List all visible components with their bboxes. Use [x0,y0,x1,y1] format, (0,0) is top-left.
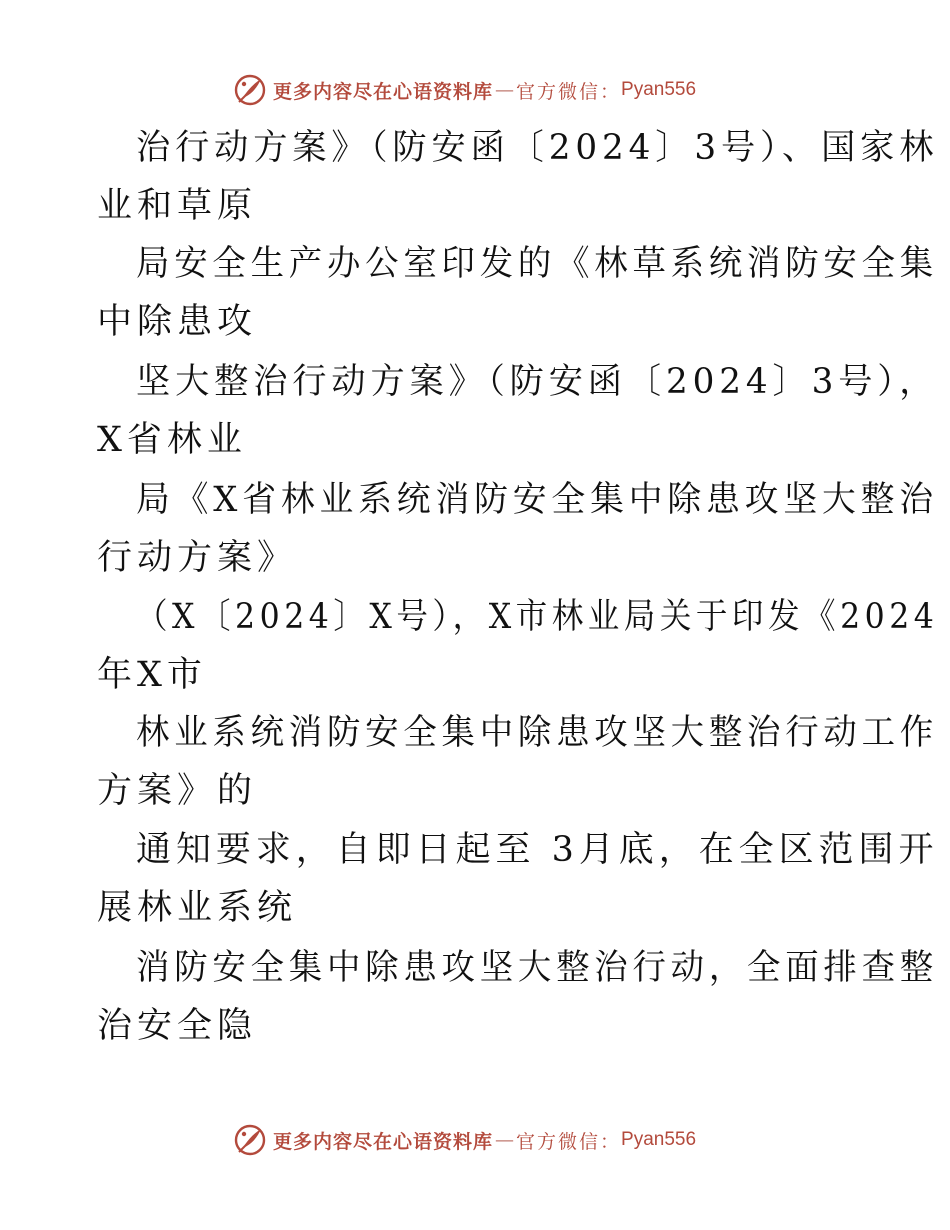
body-line: 业和草原 [97,186,258,226]
header-watermark [233,70,696,110]
body-line: 治安全隐 [97,1006,258,1046]
watermark-separator: — [495,79,515,101]
body-line: 展林业系统 [97,888,298,928]
watermark-text: 更多内容尽在心语资料库 [273,1130,494,1153]
body-line: 中除患攻 [97,302,258,342]
body-line: （X〔2024〕X号），X市林业局关于印发《2024 [136,597,939,637]
watermark-text: 更多内容尽在心语资料库 [273,80,494,103]
body-line: 局《X省林业系统消防安全集中除患攻坚大整治 [136,480,938,520]
body-line: 消防安全集中除患攻坚大整治行动，全面排查整 [136,948,939,988]
body-line: 年X市 [97,655,207,695]
body-line: 通知要求，自即日起至 3月底，在全区范围开 [136,830,939,870]
watermark-wechat-label: 官方微信： [516,80,622,103]
body-line: X省林业 [97,420,247,460]
feather-quill-logo-icon [233,73,267,107]
body-line: 林业系统消防安全集中除患攻坚大整治行动工作 [136,713,939,753]
feather-quill-logo-icon [233,1123,267,1157]
watermark-wechat-label: 官方微信： [516,1130,622,1153]
body-line: 治行动方案》（防安函〔2024〕3号）、国家林 [136,128,939,168]
watermark-wechat-id: Pyan556 [621,79,697,100]
body-line: 方案》的 [97,771,258,811]
footer-watermark [233,1120,696,1160]
body-line: 局安全生产办公室印发的《林草系统消防安全集 [136,244,939,284]
watermark-separator: — [495,1129,515,1151]
body-line: 行动方案》 [97,538,298,578]
body-line: 坚大整治行动方案》（防安函〔2024〕3号）， [136,362,939,402]
watermark-wechat-id: Pyan556 [621,1129,697,1150]
